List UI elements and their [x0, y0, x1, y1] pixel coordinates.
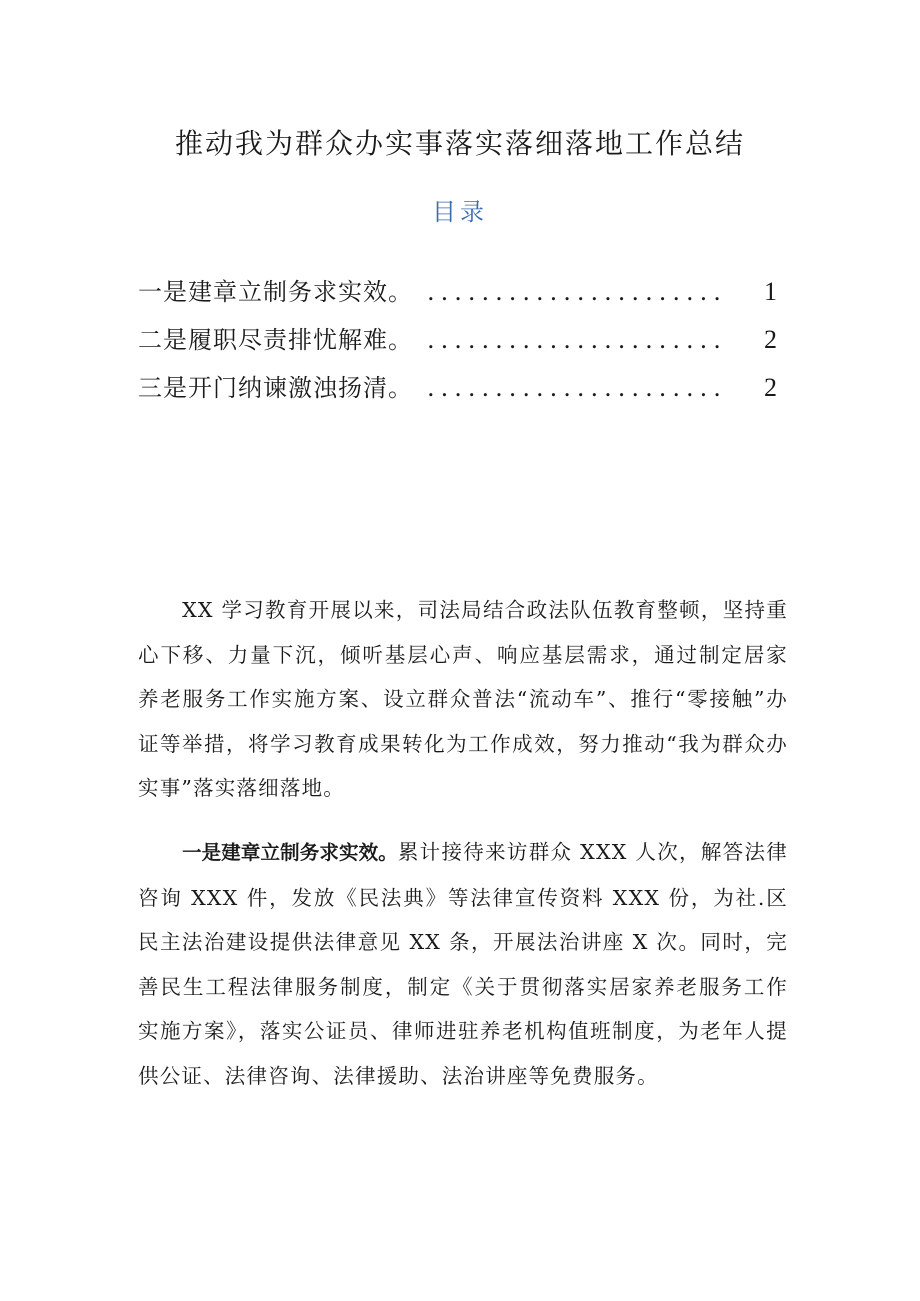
section-one-lead: 一是建章立制务求实效。 [182, 841, 398, 864]
toc-page-number: 2 [764, 373, 778, 402]
toc-leader-dots: ...................... [427, 326, 727, 354]
intro-paragraph: XX 学习教育开展以来，司法局结合政法队伍教育整顿，坚持重心下移、力量下沉，倾听基层心声、响应基层需求，通过制定居家养老服务工作实施方案、设立群众普法“流动车”、推行“零接触”办证等举措，将学习教育成果转化为工作成效，努力推动“我为群众办实事”落实落细落地。 [138, 598, 788, 800]
section-one-text: 累计接待来访群众 XXX 人次，解答法律咨询 XXX 件，发放《民法典》等法律宣传资料 XXX 份，为社.区民主法治建设提供法律意见 XX 条，开展法治讲座 X 次。同时，完善民生工程法律服务制度，制定《关于贯彻落实居家养老服务工作实施方案》，落实公证员、律师进驻养老机构值班制度，为老年人提供公证、法律咨询、法律援助、法治讲座等免费服务。 [138, 840, 788, 1088]
document-title: 推动我为群众办实事落实落细落地工作总结 [174, 127, 745, 160]
toc-leader-dots: ...................... [427, 278, 727, 306]
toc-leader-dots: ...................... [427, 374, 727, 402]
toc-entry-text: 一是建章立制务求实效。 [138, 278, 413, 306]
section-one-paragraph [138, 830, 788, 1098]
toc-entry-text: 二是履职尽责排忧解难。 [138, 326, 413, 354]
toc-page-number: 2 [764, 325, 778, 354]
toc-page-number: 1 [764, 277, 778, 306]
toc-entry[interactable] [138, 316, 778, 364]
toc-entry-text: 三是开门纳谏激浊扬清。 [138, 374, 413, 402]
toc-entry[interactable] [138, 268, 778, 316]
toc-entry[interactable] [138, 364, 778, 412]
table-of-contents [138, 268, 778, 412]
toc-heading: 目录 [432, 198, 488, 226]
